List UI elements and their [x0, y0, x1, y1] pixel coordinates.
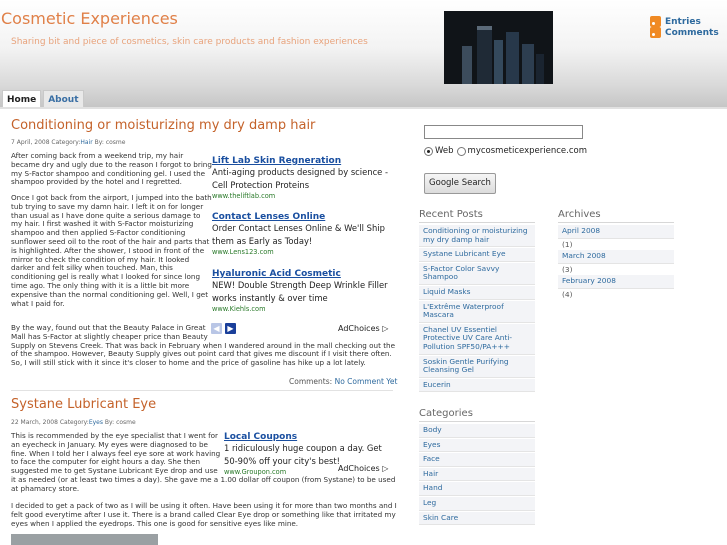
- google-search-button[interactable]: Google Search: [424, 173, 496, 194]
- rss-icon: [650, 16, 661, 27]
- archive-month-link[interactable]: February 2008: [558, 275, 674, 289]
- header-photo: [444, 11, 553, 84]
- archives-title: Archives: [558, 209, 601, 220]
- ad-unit[interactable]: [212, 156, 390, 200]
- ad-text: NEW! Double Strength Deep Wrinkle Filler works instantly & over time: [212, 280, 388, 303]
- post-meta: 22 March, 2008 Category:Eyes By: cosme: [11, 419, 136, 426]
- category-link[interactable]: Hand: [419, 482, 535, 496]
- ad-url[interactable]: www.Kiehls.com: [212, 305, 266, 313]
- radio-web[interactable]: [424, 147, 433, 156]
- tab-home[interactable]: Home: [2, 90, 41, 108]
- categories-title: Categories: [419, 408, 473, 419]
- rss-icon: [650, 27, 661, 38]
- post-paragraph: I decided to get a pack of two as I will be using it often. Have been using it for more than two months and I felt good everytime after I use it. There is a brand called Clear Eye drop or something like that irritated my eyes when I applied the eyedrops. This one is good for sensitive eyes like mine.: [11, 501, 397, 528]
- site-description: Sharing bit and piece of cosmetics, skin care products and fashion experiences: [11, 37, 368, 47]
- post-paragraph: This is recommended by the eye specialist that I went for an eyecheck in January. My eyes were diagnosed to be fine. When I told her I always feel eye sore at work having to face the computer for eight hours a day. She then suggested me to get Systane Lubricant Eye drop and use it as needed (or at least two times a day). She gave me a 1.00 dollar off coupon (from Systane) to be used at phamarcy store.: [11, 431, 396, 493]
- categories-list: [419, 424, 535, 526]
- post-paragraph: By the way, found out that the Beauty Palace in Great Mall has S-Factor at slightly cheaper price than Beauty Supply on Stevens Creek. That was back in February when I wandered around in the mall checking out the of the shampoo. However, Beauty Supply gives out point card that gives me discount if I visit there often. So, I will still stick with it since it's closer to home and the price of gasoline has hike up a lot lately.: [11, 323, 396, 368]
- ad-text: Anti-aging products designed by science - Cell Protection Proteins: [212, 167, 389, 190]
- post-paragraph: After coming back from a weekend trip, my hair became dry and ugly due to the reason I forgot to bring my S-Factor shampoo and conditioning gel. I used the shampoo provided by the hotel and I regretted.: [11, 151, 212, 187]
- comments-link[interactable]: No Comment Yet: [334, 377, 398, 386]
- tab-divider: [0, 107, 727, 109]
- post-title[interactable]: Conditioning or moisturizing my dry damp hair: [11, 118, 316, 133]
- ad-title-link[interactable]: Local Coupons: [224, 432, 298, 442]
- archive-month-link[interactable]: April 2008: [558, 225, 674, 239]
- recent-post-link[interactable]: S-Factor Color Savvy Shampoo: [419, 263, 535, 285]
- ad-title-link[interactable]: Contact Lenses Online: [212, 212, 326, 222]
- ad-unit[interactable]: [212, 269, 390, 313]
- ad-nav: [211, 323, 236, 334]
- category-link[interactable]: Body: [419, 424, 535, 438]
- ad-text: 1 ridiculously huge coupon a day. Get 50-90% off your city's best!: [224, 443, 382, 466]
- ad-title-link[interactable]: Hyaluronic Acid Cosmetic: [212, 269, 341, 279]
- category-link[interactable]: Skin Care: [419, 512, 535, 526]
- recent-posts-list: [419, 225, 535, 393]
- adchoices-link[interactable]: AdChoices ▷: [338, 464, 389, 473]
- recent-post-link[interactable]: L'Extrême Waterproof Mascara: [419, 301, 535, 323]
- post-meta: 7 April, 2008 Category:Hair By: cosme: [11, 139, 126, 146]
- ad-url[interactable]: www.Lens123.com: [212, 248, 274, 256]
- recent-post-link[interactable]: Eucerin: [419, 379, 535, 393]
- adchoices-icon: ▷: [382, 324, 389, 333]
- archive-count: (3): [558, 265, 674, 276]
- category-link[interactable]: Leg: [419, 497, 535, 511]
- post-divider: [11, 390, 393, 391]
- archive-month-link[interactable]: March 2008: [558, 250, 674, 264]
- site-header: [0, 0, 727, 107]
- recent-post-link[interactable]: Soskin Gentle Purifying Cleansing Gel: [419, 356, 535, 378]
- nav-tabs: [2, 90, 86, 108]
- next-arrow-icon[interactable]: ▶: [225, 323, 236, 334]
- archive-count: (1): [558, 240, 674, 251]
- widget-rule: [558, 222, 674, 223]
- category-link[interactable]: Hair: [419, 468, 535, 482]
- ad-url[interactable]: www.theliftlab.com: [212, 192, 276, 200]
- adchoices-icon: ▷: [382, 464, 389, 473]
- widget-rule: [419, 421, 535, 422]
- recent-post-link[interactable]: Systane Lubricant Eye: [419, 248, 535, 262]
- post-comments: Comments: No Comment Yet: [289, 377, 398, 386]
- post-title[interactable]: Systane Lubricant Eye: [11, 397, 157, 412]
- feed-comments-link[interactable]: Comments: [650, 27, 719, 38]
- site-title[interactable]: Cosmetic Experiences: [1, 9, 178, 28]
- adchoices-link[interactable]: AdChoices ▷: [338, 324, 389, 333]
- search-options: Web mycosmeticexperience.com: [424, 146, 587, 156]
- category-link[interactable]: Face: [419, 453, 535, 467]
- post-paragraph: Once I got back from the airport, I jumped into the bath tub trying to save my damn hair. I left it on for longer than usual as I have done quite a serious damage to my hair. I first washed it with S-Factor moisturizing shampoo and then applied S-Factor conditioning sunflower seed oil to the root of the hair and parts that is highlighted. After the shower, I stood in front of the mirror to check the condition of my hair. It looked darker and felt silky when touched. Man, this conditioning gel is really what I looked for since long time ago. The only thing with it is a little bit more expensive than the normal conditioning gel. Well, I get what I paid for.: [11, 193, 212, 308]
- archives-list: [558, 225, 674, 301]
- category-link[interactable]: Eyes: [419, 439, 535, 453]
- feed-entries-link[interactable]: Entries: [650, 16, 701, 27]
- recent-post-link[interactable]: Chanel UV Essentiel Protective UV Care Anti-Pollution SPF50/PA+++: [419, 324, 535, 355]
- post-image: [11, 534, 158, 545]
- archive-count: (4): [558, 290, 674, 301]
- post-category-link[interactable]: Hair: [80, 139, 93, 146]
- ad-url[interactable]: www.Groupon.com: [224, 468, 287, 476]
- prev-arrow-icon[interactable]: ◀: [211, 323, 222, 334]
- search-input[interactable]: [424, 125, 583, 139]
- recent-post-link[interactable]: Liquid Masks: [419, 286, 535, 300]
- radio-site[interactable]: [457, 147, 466, 156]
- post-category-link[interactable]: Eyes: [88, 419, 103, 426]
- recent-posts-title: Recent Posts: [419, 209, 483, 220]
- tab-about[interactable]: About: [43, 90, 83, 108]
- ad-title-link[interactable]: Lift Lab Skin Regneration: [212, 156, 342, 166]
- ad-text: Order Contact Lenses Online & We'll Ship them as Early as Today!: [212, 223, 385, 246]
- widget-rule: [419, 222, 535, 223]
- ad-unit[interactable]: [212, 212, 390, 256]
- recent-post-link[interactable]: Conditioning or moisturizing my dry damp hair: [419, 225, 535, 247]
